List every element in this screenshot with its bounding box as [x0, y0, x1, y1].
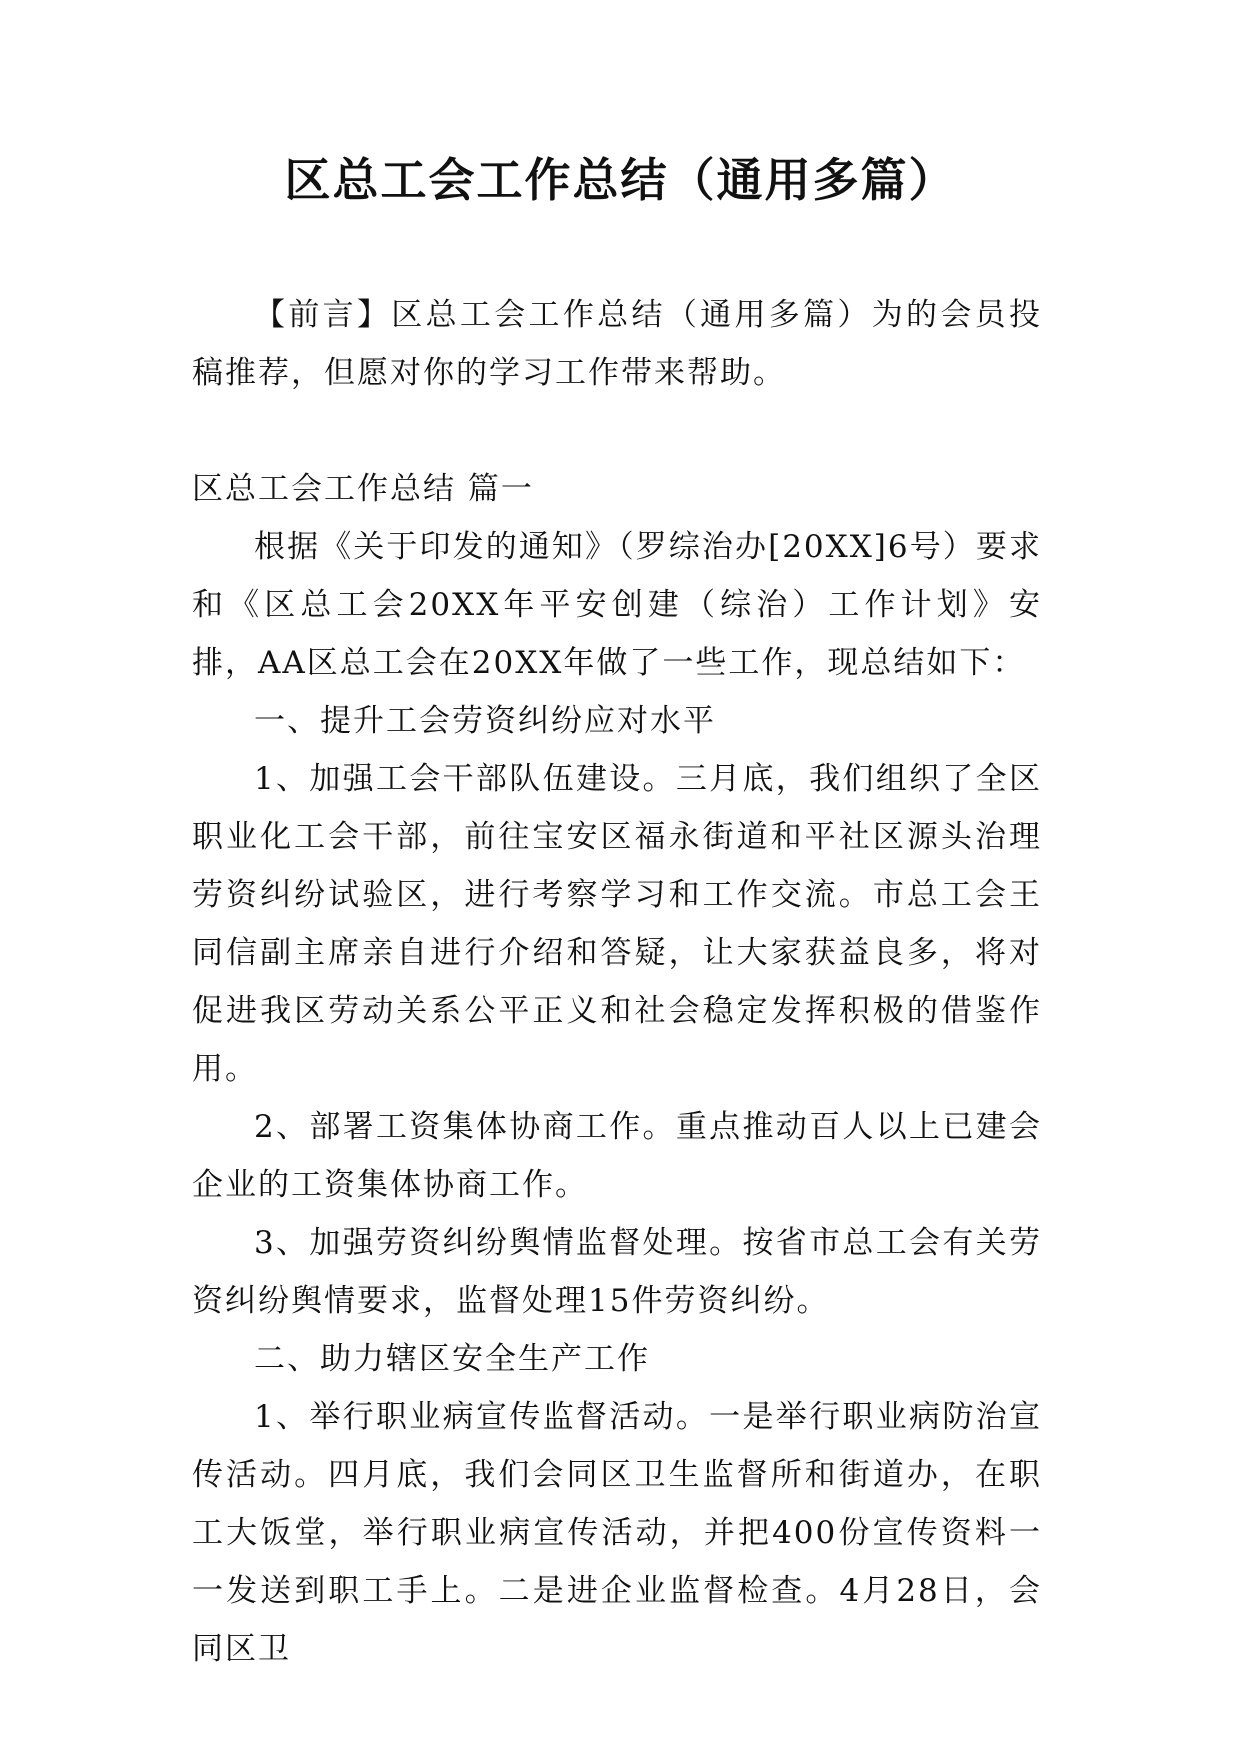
- document-body: [192, 286, 1042, 1678]
- body-paragraph: 1、举行职业病宣传监督活动。一是举行职业病防治宣传活动。四月底，我们会同区卫生监督所和街道办，在职工大饭堂，举行职业病宣传活动，并把400份宣传资料一一发送到职工手上。二是进企业监督检查。4月28日，会同区卫: [192, 1399, 1042, 1667]
- body-paragraph: 2、部署工资集体协商工作。重点推动百人以上已建会企业的工资集体协商工作。: [192, 1109, 1042, 1203]
- body-paragraph: 1、加强工会干部队伍建设。三月底，我们组织了全区职业化工会干部，前往宝安区福永街道和平社区源头治理劳资纠纷试验区，进行考察学习和工作交流。市总工会王同信副主席亲自进行介绍和答疑，让大家获益良多，将对促进我区劳动关系公平正义和社会稳定发挥积极的借鉴作用。: [192, 761, 1042, 1087]
- document-title: 区总工会工作总结（通用多篇）: [284, 153, 957, 207]
- preface-paragraph: 【前言】区总工会工作总结（通用多篇）为的会员投稿推荐，但愿对你的学习工作带来帮助。: [192, 297, 1042, 391]
- subheading-one: 一、提升工会劳资纠纷应对水平: [254, 703, 716, 739]
- body-paragraph: 3、加强劳资纠纷舆情监督处理。按省市总工会有关劳资纠纷舆情要求，监督处理15件劳资纠纷。: [192, 1225, 1042, 1319]
- section-heading: 区总工会工作总结 篇一: [192, 471, 534, 507]
- subheading-two: 二、助力辖区安全生产工作: [254, 1341, 650, 1377]
- body-paragraph: 根据《关于印发的通知》（罗综治办[20XX]6号）要求和《区总工会20XX年平安创建（综治）工作计划》安排，AA区总工会在20XX年做了一些工作，现总结如下：: [192, 529, 1042, 681]
